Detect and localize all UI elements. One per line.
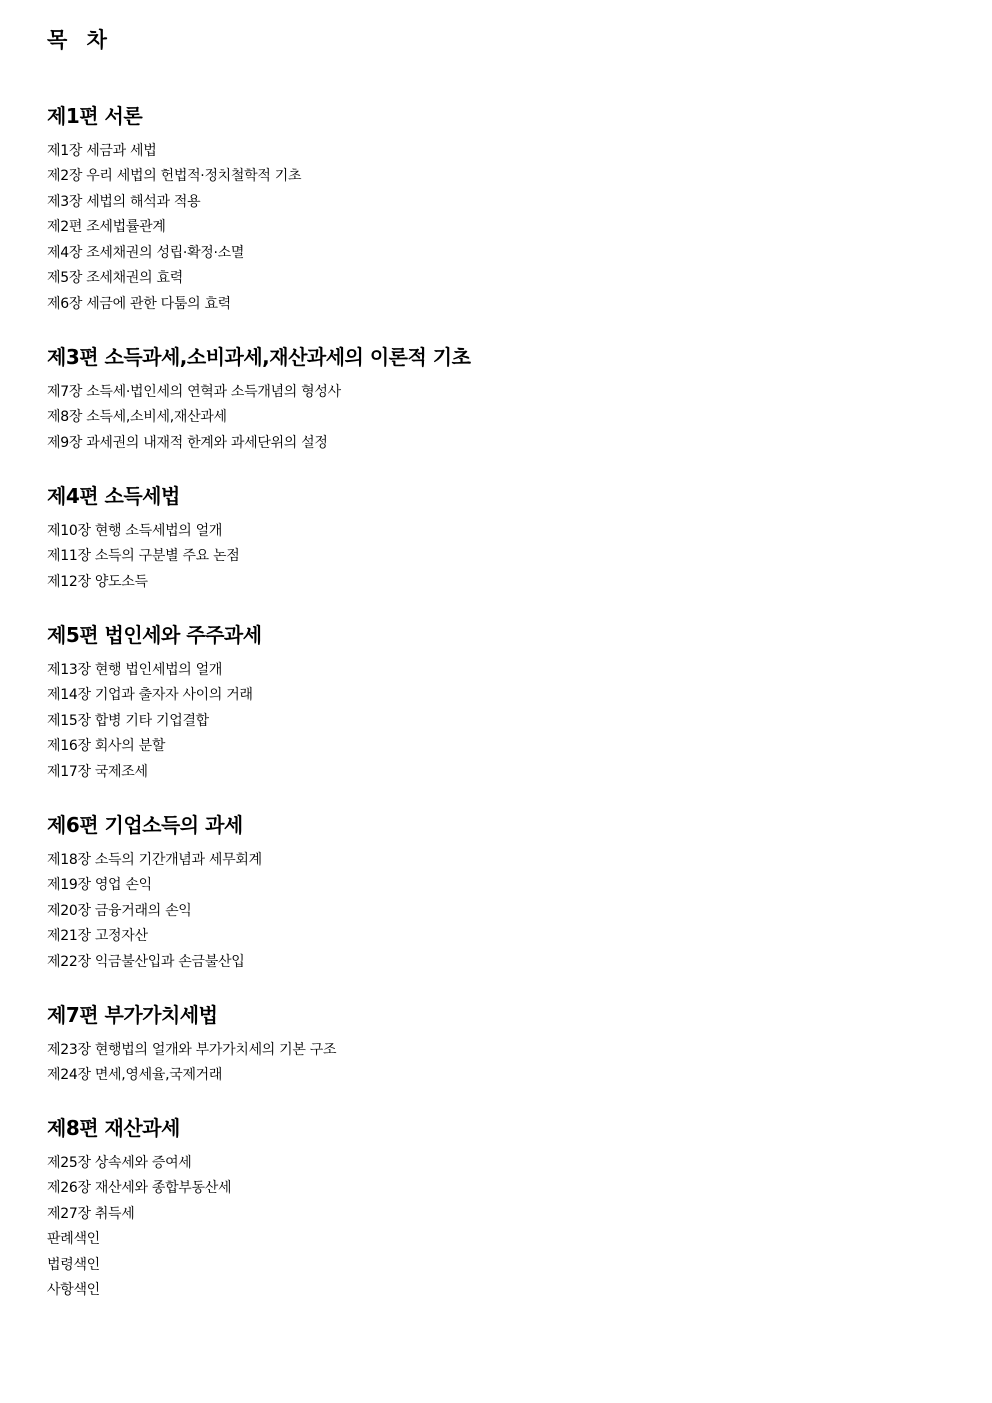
toc-entry: 제20장 금융거래의 손익 xyxy=(47,903,192,919)
toc-entry: 제8장 소득세,소비세,재산과세 xyxy=(47,409,227,425)
index-entry: 사항색인 xyxy=(47,1282,100,1298)
toc-entry: 제4장 조세채권의 성립·확정·소멸 xyxy=(47,245,245,261)
part-heading: 제7편 부가가치세법 xyxy=(47,1003,218,1027)
toc-entry: 제15장 합병 기타 기업결합 xyxy=(47,713,209,729)
toc-entry: 제16장 회사의 분할 xyxy=(47,738,166,754)
part-heading: 제1편 서론 xyxy=(47,104,143,128)
index-entry: 판례색인 xyxy=(47,1231,100,1247)
toc-entry: 제21장 고정자산 xyxy=(47,928,148,944)
toc-entry: 제18장 소득의 기간개념과 세무회계 xyxy=(47,852,262,868)
toc-entry: 제27장 취득세 xyxy=(47,1206,135,1222)
part-heading: 제8편 재산과세 xyxy=(47,1116,180,1140)
part-heading: 제4편 소득세법 xyxy=(47,484,180,508)
toc-entry: 제2장 우리 세법의 헌법적·정치철학적 기초 xyxy=(47,168,302,184)
toc-entry: 제25장 상속세와 증여세 xyxy=(47,1155,192,1171)
toc-entry: 제13장 현행 법인세법의 얼개 xyxy=(47,662,223,678)
toc-entry: 제17장 국제조세 xyxy=(47,764,148,780)
part-heading: 제5편 법인세와 주주과세 xyxy=(47,623,262,647)
toc-entry: 제26장 재산세와 종합부동산세 xyxy=(47,1180,232,1196)
toc-entry: 제6장 세금에 관한 다툼의 효력 xyxy=(47,296,231,312)
index-entry: 법령색인 xyxy=(47,1257,100,1273)
toc-entry: 제3장 세법의 해석과 적용 xyxy=(47,194,201,210)
page-title: 목 차 xyxy=(47,28,113,52)
toc-entry: 제5장 조세채권의 효력 xyxy=(47,270,183,286)
part-heading: 제6편 기업소득의 과세 xyxy=(47,813,243,837)
toc-entry: 제11장 소득의 구분별 주요 논점 xyxy=(47,548,240,564)
toc-entry: 제22장 익금불산입과 손금불산입 xyxy=(47,954,245,970)
toc-entry: 제14장 기업과 출자자 사이의 거래 xyxy=(47,687,253,703)
toc-entry: 제1장 세금과 세법 xyxy=(47,143,157,159)
toc-entry: 제2편 조세법률관계 xyxy=(47,219,166,235)
toc-entry: 제23장 현행법의 얼개와 부가가치세의 기본 구조 xyxy=(47,1042,337,1058)
toc-entry: 제9장 과세권의 내재적 한계와 과세단위의 설정 xyxy=(47,435,328,451)
toc-entry: 제12장 양도소득 xyxy=(47,574,148,590)
toc-entry: 제19장 영업 손익 xyxy=(47,877,152,893)
toc-entry: 제10장 현행 소득세법의 얼개 xyxy=(47,523,223,539)
toc-entry: 제7장 소득세·법인세의 연혁과 소득개념의 형성사 xyxy=(47,384,341,400)
toc-entry: 제24장 면세,영세율,국제거래 xyxy=(47,1067,223,1083)
part-heading: 제3편 소득과세,소비과세,재산과세의 이론적 기초 xyxy=(47,345,471,369)
